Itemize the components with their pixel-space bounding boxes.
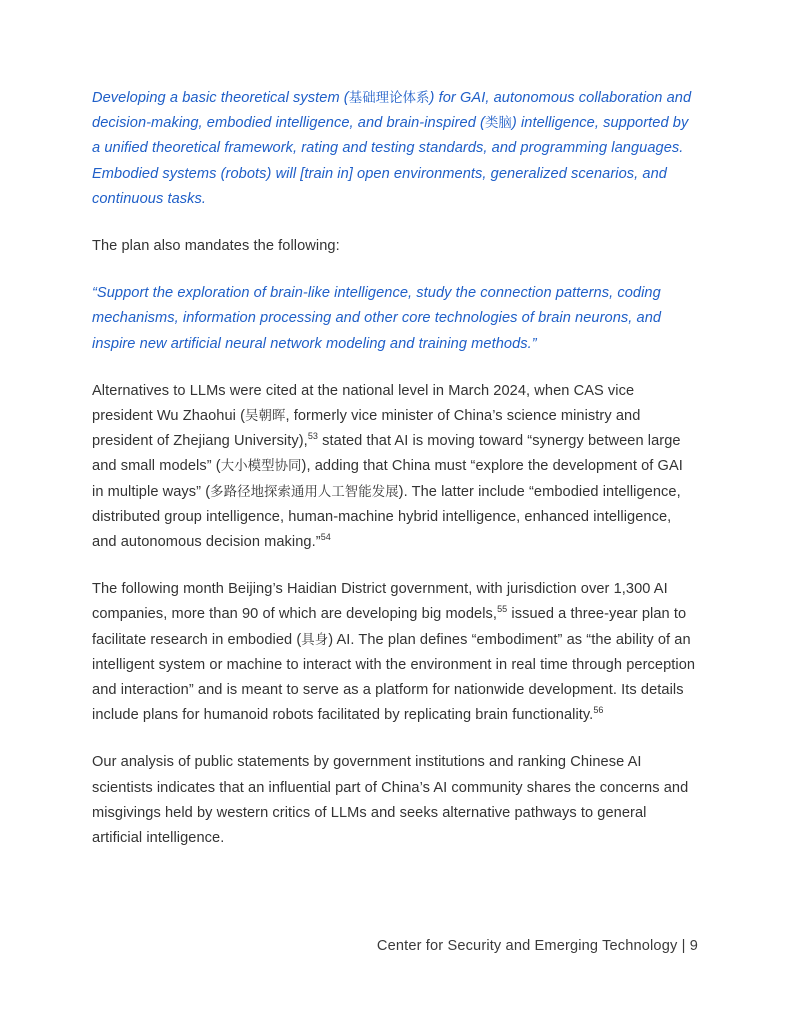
- quote-one-segment-1: Developing a basic theoretical system (: [92, 90, 349, 106]
- footnote-ref-56[interactable]: 56: [593, 705, 604, 716]
- quote-one-segment-3: ) intelligence, supported by a unified theoretical framework, rating and testing standards, and programming languages. Embodied systems (robots) will [train in] open environments, generalized scenarios, and continuous tasks.: [92, 115, 689, 207]
- alternatives-cjk-synergy: 大小模型协同: [220, 459, 302, 475]
- footnote-ref-53[interactable]: 53: [307, 431, 319, 442]
- haidian-segment-1: The following month Beijing’s Haidian District government, with jurisdiction over 1,300 AI companies, more than 90 of which are developing big models,: [92, 581, 668, 623]
- quote-one-cjk-1: 基础理论体系: [348, 91, 430, 106]
- block-quote-theoretical-system: [92, 86, 698, 212]
- alternatives-segment-5: ). The latter include “embodied intelligence, distributed group intelligence, human-machine hybrid intelligence, enhanced intelligence, and autonomous decision making.”: [92, 483, 681, 551]
- paragraph-alternatives: [92, 379, 698, 555]
- block-quote-brain-like-intelligence: “Support the exploration of brain-like intelligence, study the connection patterns, coding mechanisms, information processing and other core technologies of brain neurons, and inspire new artificial neural network modeling and training methods.”: [92, 285, 662, 352]
- alternatives-segment-4: ), adding that China must “explore the development of GAI in multiple ways” (: [92, 458, 683, 500]
- alternatives-segment-1: Alternatives to LLMs were cited at the national level in March 2024, when CAS vice president Wu Zhaohui (: [92, 382, 635, 425]
- paragraph-lead-in: The plan also mandates the following:: [92, 238, 340, 255]
- alternatives-segment-3: stated that AI is moving toward “synergy between large and small models” (: [92, 433, 681, 475]
- alternatives-segment-2: , formerly vice minister of China’s science ministry and president of Zhejiang University),: [92, 408, 641, 450]
- alternatives-cjk-multiple-ways: 多路径地探索通用人工智能发展: [210, 484, 399, 500]
- footnote-ref-55[interactable]: 55: [497, 604, 508, 615]
- paragraph-conclusion: Our analysis of public statements by government institutions and ranking Chinese AI scientists indicates that an influential part of China’s AI community shares the concerns and misgivings held by western critics of LLMs and seeks alternative pathways to general artificial intelligence.: [92, 754, 689, 847]
- haidian-segment-3: ) AI. The plan defines “embodiment” as “the ability of an intelligent system or machine to interact with the environment in real time through perception and interaction” and is meant to serve as a platform for nationwide development. Its details include plans for humanoid robots facilitated by replicating brain functionality.: [92, 631, 696, 724]
- page-footer: Center for Security and Emerging Technology | 9: [376, 938, 698, 954]
- page-content: [92, 86, 698, 851]
- alternatives-cjk-wu-zhaohui: 吴朝晖: [245, 409, 286, 425]
- paragraph-haidian: [92, 577, 698, 728]
- footnote-ref-54[interactable]: 54: [320, 532, 331, 543]
- quote-one-segment-2: ) for GAI, autonomous collaboration and decision-making, embodied intelligence, and brain-inspired (: [92, 90, 692, 132]
- haidian-segment-2: issued a three-year plan to facilitate research in embodied (: [92, 606, 687, 648]
- haidian-cjk-embodied: 具身: [301, 632, 329, 648]
- quote-one-cjk-2: 类脑: [484, 116, 512, 132]
